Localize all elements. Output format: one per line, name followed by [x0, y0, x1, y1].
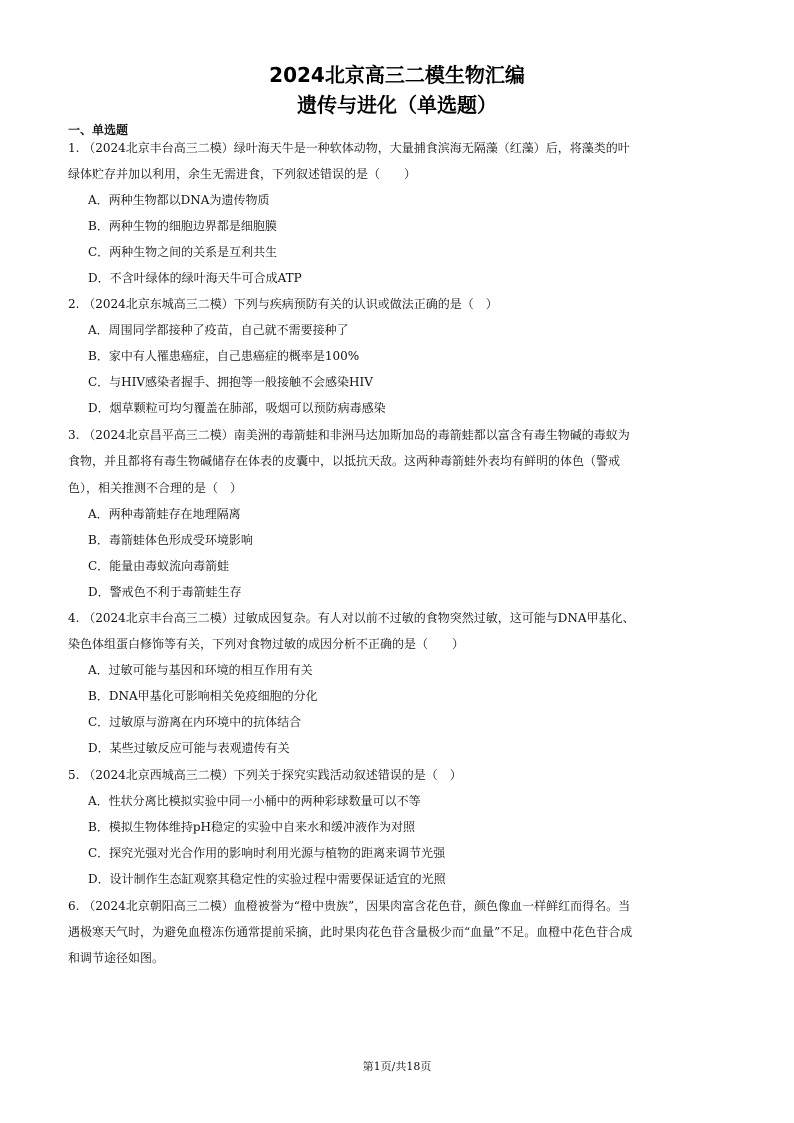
document-subtitle: 遗传与进化（单选题） [297, 93, 497, 117]
question-5-stem-line-1: 5. （2024北京西城高三二模）下列关于探究实践活动叙述错误的是（ ） [68, 768, 462, 782]
question-5-option-b: B．模拟生物体维持pH稳定的实验中自来水和缓冲液作为对照 [88, 820, 415, 834]
question-5-option-c: C．探究光强对光合作用的影响时利用光源与植物的距离来调节光强 [88, 846, 446, 860]
question-1-option-b: B．两种生物的细胞边界都是细胞膜 [88, 219, 277, 233]
document-title: 2024北京高三二模生物汇编 [269, 63, 525, 87]
question-3-stem-line-2: 食物，并且都将有毒生物碱储存在体表的皮囊中，以抵抗天敌。这两种毒箭蛙外表均有鲜明的体色（警戒 [68, 454, 621, 468]
question-3-option-b: B．毒箭蛙体色形成受环境影响 [88, 533, 253, 547]
page-footer: 第1页/共18页 [362, 1060, 432, 1073]
question-2-stem-line-1: 2. （2024北京东城高三二模）下列与疾病预防有关的认识或做法正确的是（ ） [68, 297, 498, 311]
question-1-option-a: A．两种生物都以DNA为遗传物质 [88, 193, 270, 207]
question-2-option-c: C．与HIV感染者握手、拥抱等一般接触不会感染HIV [88, 375, 373, 389]
question-2-option-a: A．周围同学都接种了疫苗，自己就不需要接种了 [88, 323, 349, 337]
section-title: 一、单选题 [68, 123, 129, 137]
question-6-stem-line-3: 和调节途径如图。 [68, 951, 165, 965]
question-1-option-c: C．两种生物之间的关系是互利共生 [88, 245, 278, 259]
question-4-stem-line-1: 4. （2024北京丰台高三二模）过敏成因复杂。有人对以前不过敏的食物突然过敏，这可能与DNA甲基化、 [68, 611, 635, 625]
question-1-option-d: D．不含叶绿体的绿叶海天牛可合成ATP [88, 271, 302, 285]
question-4-stem-line-2: 染色体组蛋白修饰等有关，下列对食物过敏的成因分析不正确的是（ ） [68, 637, 465, 651]
question-5-option-a: A．性状分离比模拟实验中同一小桶中的两种彩球数量可以不等 [88, 794, 421, 808]
question-3-option-a: A．两种毒箭蛙存在地理隔离 [88, 507, 241, 521]
question-4-option-d: D．某些过敏反应可能与表观遗传有关 [88, 741, 290, 755]
question-2-option-d: D．烟草颗粒可均匀覆盖在肺部，吸烟可以预防病毒感染 [88, 401, 386, 415]
question-6-stem-line-2: 遇极寒天气时，为避免血橙冻伤通常提前采摘，此时果肉花色苷含量极少而“血量”不足。血橙中花色苷合成 [68, 925, 633, 939]
question-1-stem-line-1: 1. （2024北京丰台高三二模）绿叶海天牛是一种软体动物，大量捕食滨海无隔藻（红藻）后，将藻类的叶 [68, 141, 630, 155]
question-4-option-c: C．过敏原与游离在内环境中的抗体结合 [88, 715, 302, 729]
question-4-option-b: B．DNA甲基化可影响相关免疫细胞的分化 [88, 689, 318, 703]
question-3-stem-line-3: 色），相关推测不合理的是（ ） [68, 481, 243, 495]
question-1-stem-line-2: 绿体贮存并加以利用，余生无需进食，下列叙述错误的是（ ） [68, 167, 417, 181]
question-6-stem-line-1: 6. （2024北京朝阳高三二模）血橙被誉为“橙中贵族”，因果肉富含花色苷，颜色像血一样鲜红而得名。当 [68, 899, 631, 913]
question-3-stem-line-1: 3. （2024北京昌平高三二模）南美洲的毒箭蛙和非洲马达加斯加岛的毒箭蛙都以富含有毒生物碱的毒蚁为 [68, 428, 630, 442]
question-2-option-b: B．家中有人罹患癌症，自己患癌症的概率是100% [88, 349, 360, 363]
question-3-option-d: D．警戒色不利于毒箭蛙生存 [88, 585, 242, 599]
question-4-option-a: A．过敏可能与基因和环境的相互作用有关 [88, 663, 313, 677]
question-3-option-c: C．能量由毒蚁流向毒箭蛙 [88, 559, 230, 573]
question-5-option-d: D．设计制作生态缸观察其稳定性的实验过程中需要保证适宜的光照 [88, 872, 446, 886]
